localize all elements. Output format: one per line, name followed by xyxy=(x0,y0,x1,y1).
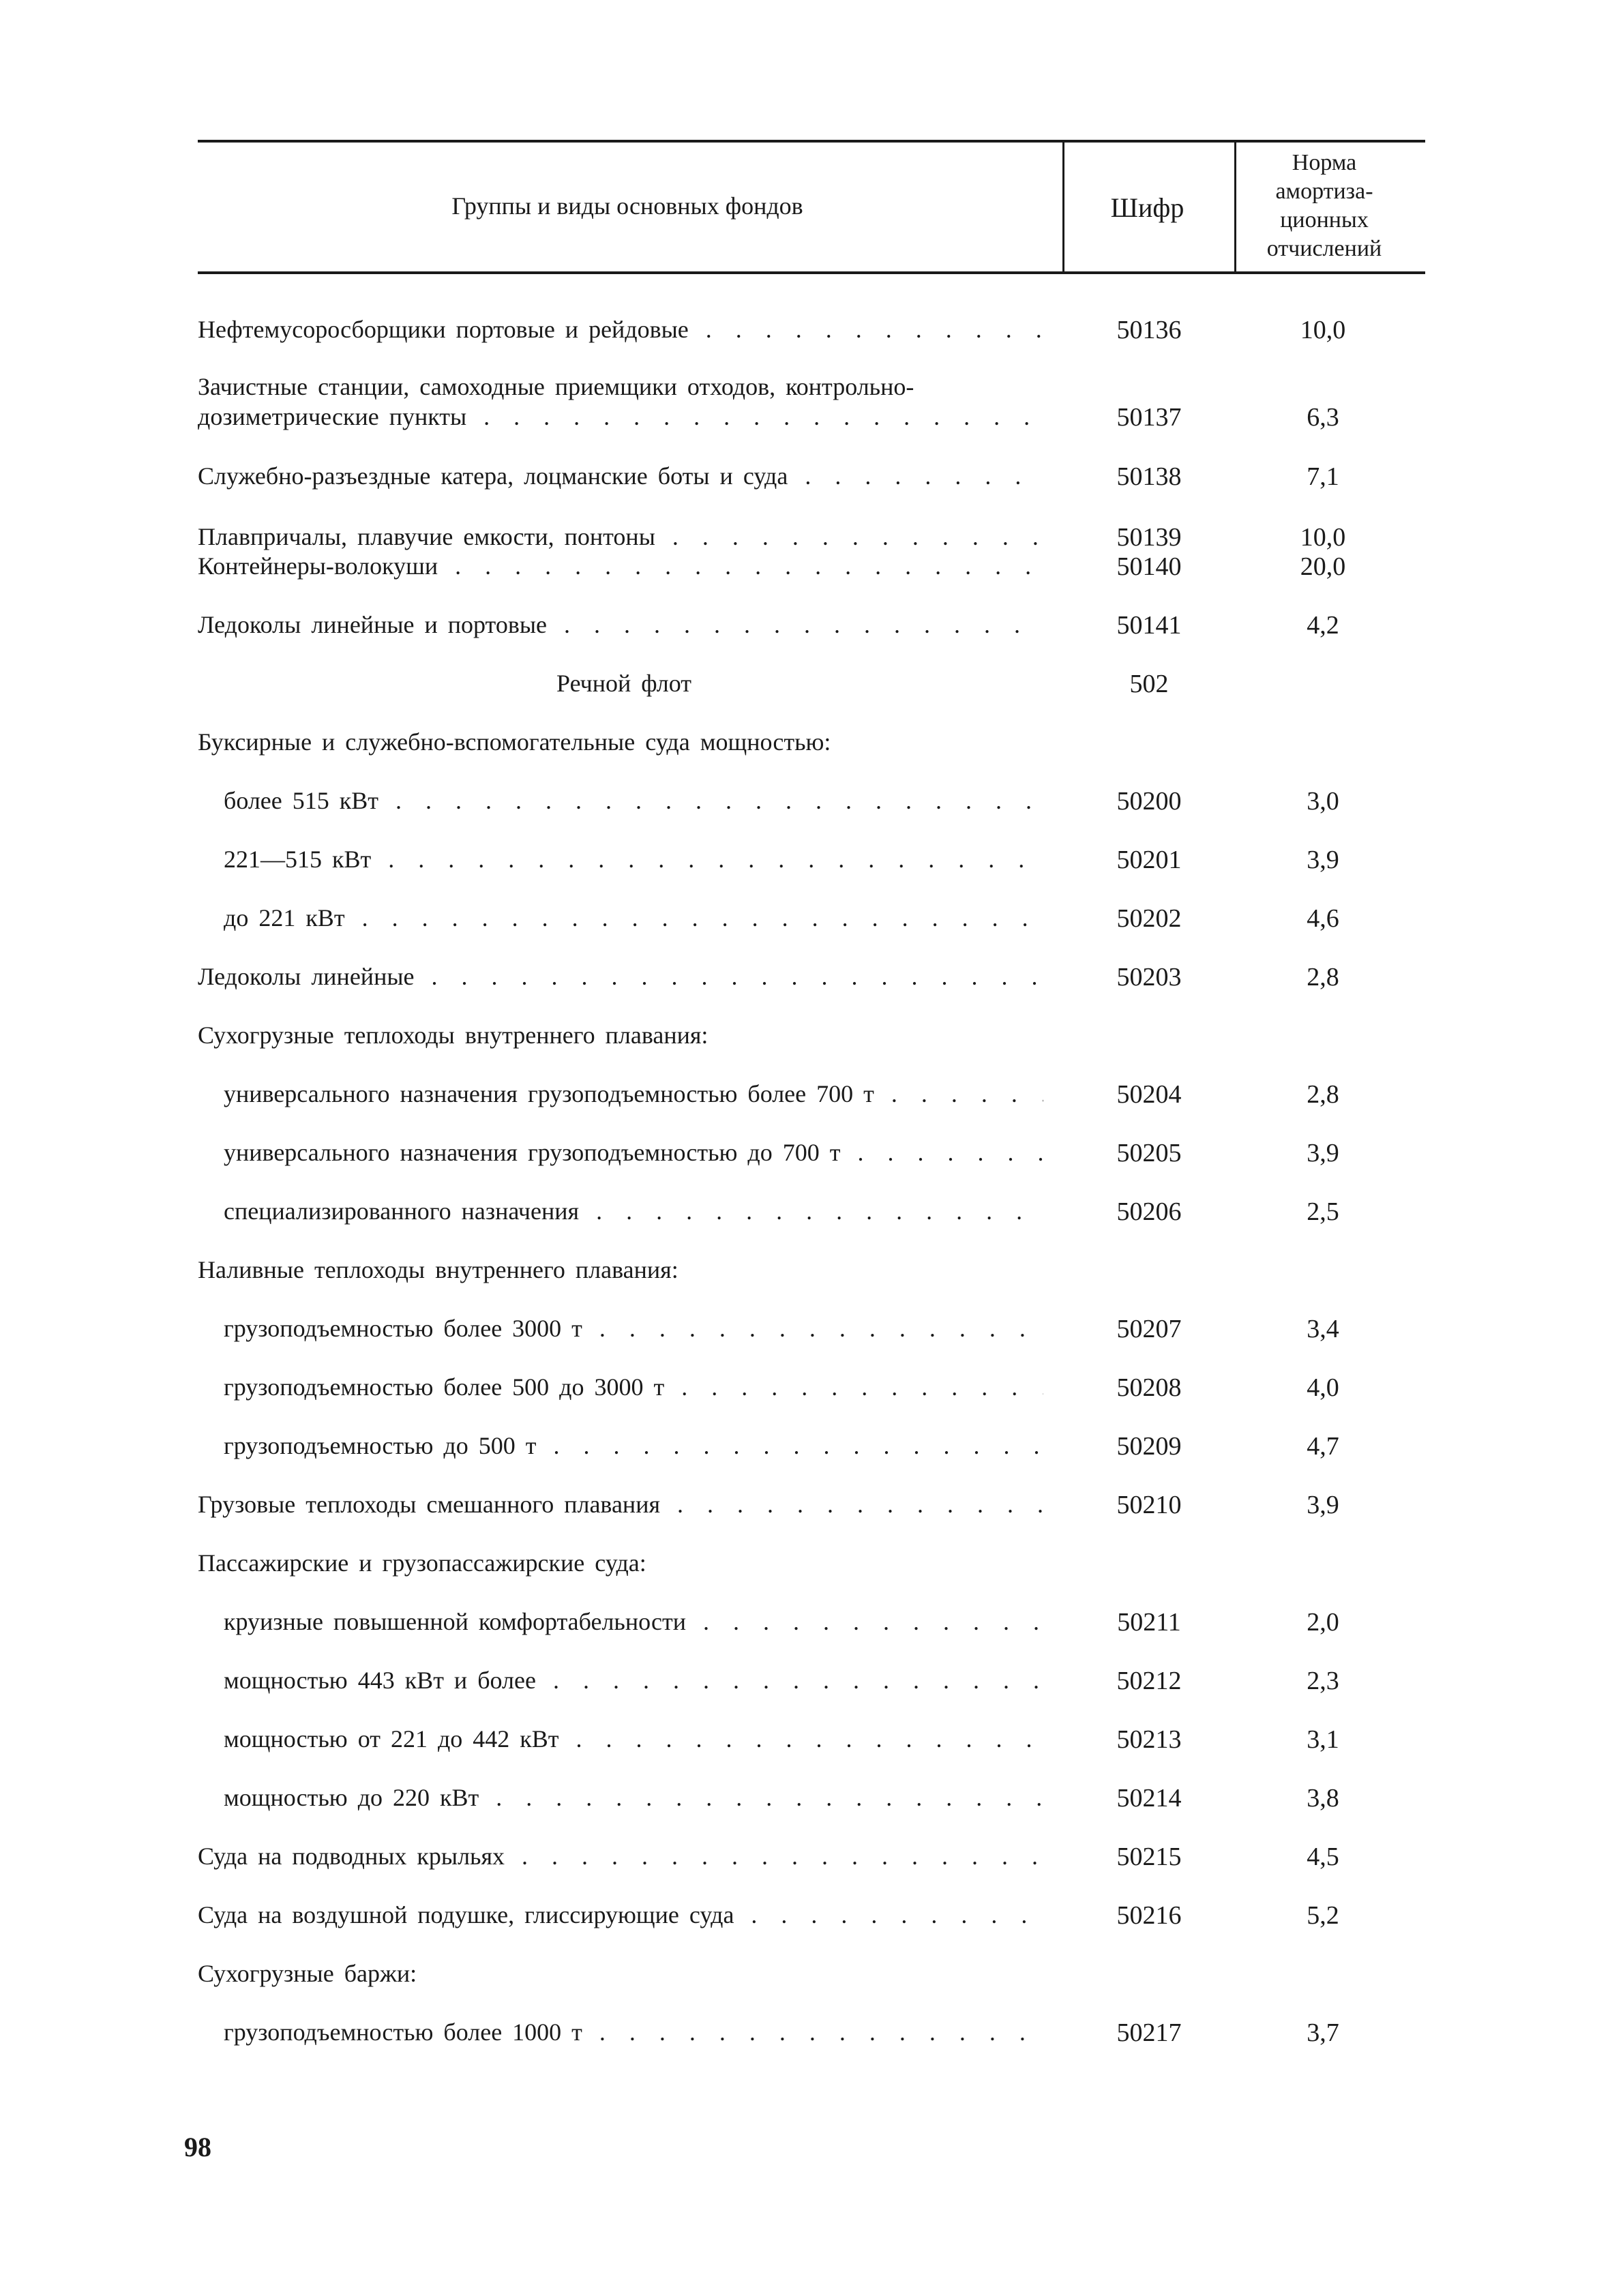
row-norm: 6,3 xyxy=(1307,403,1339,432)
row-code: 50208 xyxy=(1116,1373,1182,1402)
row-label: грузоподъемностью более 3000 т . . . xyxy=(224,1314,1043,1343)
row-norm: 4,5 xyxy=(1307,1843,1339,1871)
row-code: 50214 xyxy=(1116,1784,1182,1813)
row-norm: 20,0 xyxy=(1300,552,1346,581)
row-norm: 7,1 xyxy=(1307,462,1339,491)
row-label: Ледоколы линейные и портовые . . . xyxy=(198,610,1043,639)
header-norm-line: ционных xyxy=(1280,207,1369,233)
row-code: 502 xyxy=(1129,670,1169,698)
row-code: 50215 xyxy=(1116,1843,1182,1871)
table-row xyxy=(0,1197,1610,1238)
row-norm: 10,0 xyxy=(1300,316,1346,344)
group-heading: Сухогрузные теплоходы внутреннего плавания: xyxy=(198,1022,709,1049)
row-label: грузоподъемностью более 500 до 3000 т . . . xyxy=(224,1373,1043,1401)
table-row xyxy=(0,2018,1610,2059)
row-norm: 3,9 xyxy=(1307,1139,1339,1167)
page-number: 98 xyxy=(184,2132,211,2162)
table-row xyxy=(0,1607,1610,1648)
row-norm: 4,2 xyxy=(1307,611,1339,640)
row-code: 50203 xyxy=(1116,963,1182,992)
table-row xyxy=(0,1900,1610,1941)
row-code: 50211 xyxy=(1117,1608,1181,1637)
table-row xyxy=(0,1138,1610,1179)
header-norm-line: амортиза- xyxy=(1275,179,1373,204)
row-norm: 5,2 xyxy=(1307,1901,1339,1930)
row-label: универсального назначения грузоподъемностью более 700 т . . . xyxy=(224,1079,1043,1108)
row-code: 50206 xyxy=(1116,1197,1182,1226)
row-label: круизные повышенной комфортабельности . . . xyxy=(224,1607,1043,1636)
header-norm-line: отчислений xyxy=(1266,236,1382,261)
row-code: 50216 xyxy=(1116,1901,1182,1930)
table-row xyxy=(0,372,1610,454)
row-norm: 3,9 xyxy=(1307,846,1339,874)
table-row xyxy=(0,904,1610,944)
row-label: мощностью 443 кВт и более . . . xyxy=(224,1666,1043,1695)
row-label-line1: Зачистные станции, самоходные приемщики отходов, контрольно- xyxy=(198,373,914,400)
row-norm: 2,5 xyxy=(1307,1197,1339,1226)
table-row xyxy=(0,786,1610,827)
row-label: более 515 кВт . . . xyxy=(224,786,1043,815)
group-heading: Буксирные и служебно-вспомогательные суда мощностью: xyxy=(198,728,831,756)
row-norm: 3,4 xyxy=(1307,1315,1339,1343)
row-norm: 3,7 xyxy=(1307,2018,1339,2047)
group-heading: Сухогрузные баржи: xyxy=(198,1960,417,1987)
row-label: мощностью до 220 кВт . . . xyxy=(224,1783,1043,1812)
row-code: 50140 xyxy=(1116,552,1182,581)
header-code: Шифр xyxy=(1110,192,1184,223)
row-norm: 2,0 xyxy=(1307,1608,1339,1637)
row-code: 50213 xyxy=(1116,1725,1182,1754)
row-code: 50136 xyxy=(1116,316,1182,344)
table-row xyxy=(0,552,1610,593)
row-label: универсального назначения грузоподъемностью до 700 т . . . xyxy=(224,1138,1043,1167)
section-heading: Речной флот xyxy=(556,670,691,697)
table-row xyxy=(0,315,1610,356)
row-norm: 3,1 xyxy=(1307,1725,1339,1754)
header-groups: Группы и виды основных фондов xyxy=(451,192,803,220)
group-heading: Наливные теплоходы внутреннего плавания: xyxy=(198,1256,679,1283)
row-label: Контейнеры-волокуши . . . xyxy=(198,552,1043,580)
row-code: 50201 xyxy=(1116,846,1182,874)
row-code: 50138 xyxy=(1116,462,1182,491)
row-label: дозиметрические пункты . . . xyxy=(198,402,1043,431)
row-code: 50210 xyxy=(1116,1491,1182,1519)
row-code: 50207 xyxy=(1116,1315,1182,1343)
row-label: грузоподъемностью более 1000 т . . . xyxy=(224,2018,1043,2046)
row-label: специализированного назначения . . . xyxy=(224,1197,1043,1225)
table-row xyxy=(0,1490,1610,1531)
row-norm: 4,6 xyxy=(1307,904,1339,933)
table-row xyxy=(0,462,1610,503)
row-label: Ледоколы линейные . . . xyxy=(198,962,1043,991)
row-label: Суда на воздушной подушке, глиссирующие суда . . . xyxy=(198,1900,1043,1929)
group-heading-row xyxy=(0,728,1610,769)
row-norm: 2,3 xyxy=(1307,1667,1339,1695)
table-row xyxy=(0,610,1610,651)
row-code: 50212 xyxy=(1116,1667,1182,1695)
table-row xyxy=(0,1725,1610,1765)
table-row xyxy=(0,1314,1610,1355)
table-row xyxy=(0,1842,1610,1883)
table-row xyxy=(0,1783,1610,1824)
table-row xyxy=(0,962,1610,1003)
row-norm: 10,0 xyxy=(1300,523,1346,552)
group-heading-row xyxy=(0,1255,1610,1296)
group-heading: Пассажирские и грузопассажирские суда: xyxy=(198,1549,646,1577)
row-label: до 221 кВт . . . xyxy=(224,904,1043,932)
row-norm: 3,8 xyxy=(1307,1784,1339,1813)
row-norm: 2,8 xyxy=(1307,1080,1339,1109)
row-norm: 4,7 xyxy=(1307,1432,1339,1461)
table-row xyxy=(0,1079,1610,1120)
row-label: Суда на подводных крыльях . . . xyxy=(198,1842,1043,1870)
row-code: 50200 xyxy=(1116,787,1182,816)
row-code: 50204 xyxy=(1116,1080,1182,1109)
group-heading-row xyxy=(0,1021,1610,1062)
row-norm: 3,0 xyxy=(1307,787,1339,816)
row-label: Плавпричалы, плавучие емкости, понтоны . . . xyxy=(198,522,1043,551)
row-code: 50137 xyxy=(1116,403,1182,432)
row-label: Служебно-разъездные катера, лоцманские боты и суда . . . xyxy=(198,462,1043,490)
row-norm: 2,8 xyxy=(1307,963,1339,992)
row-label: грузоподъемностью до 500 т . . . xyxy=(224,1431,1043,1460)
row-norm: 3,9 xyxy=(1307,1491,1339,1519)
row-label: 221—515 кВт . . . xyxy=(224,845,1043,874)
row-code: 50217 xyxy=(1116,2018,1182,2047)
header-norm-line: Норма xyxy=(1292,150,1357,175)
group-heading-row xyxy=(0,1549,1610,1590)
row-norm: 4,0 xyxy=(1307,1373,1339,1402)
row-code: 50139 xyxy=(1116,523,1182,552)
group-heading-row xyxy=(0,1959,1610,2000)
row-code: 50141 xyxy=(1116,611,1182,640)
row-code: 50202 xyxy=(1116,904,1182,933)
table-row xyxy=(0,845,1610,886)
row-code: 50205 xyxy=(1116,1139,1182,1167)
table-row xyxy=(0,1666,1610,1707)
row-label: Нефтемусоросборщики портовые и рейдовые . . . xyxy=(198,315,1043,344)
section-heading-row xyxy=(0,669,1610,710)
row-label: мощностью от 221 до 442 кВт . . . xyxy=(224,1725,1043,1753)
table-row xyxy=(0,1431,1610,1472)
row-label: Грузовые теплоходы смешанного плавания . . . xyxy=(198,1490,1043,1519)
row-code: 50209 xyxy=(1116,1432,1182,1461)
table-row xyxy=(0,1373,1610,1414)
